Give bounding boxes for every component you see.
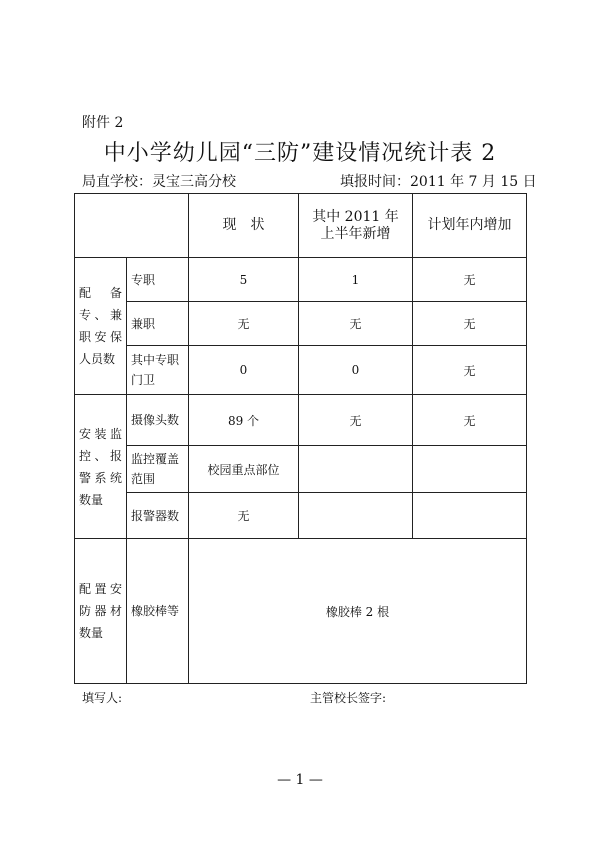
header-new-line2: 上半年新增 xyxy=(320,225,391,242)
row-label: 专职 xyxy=(127,258,189,302)
date-line: 填报时间：2011 年 7 月 15 日 xyxy=(340,174,537,190)
row-label: 报警器数 xyxy=(127,493,189,539)
header-new xyxy=(299,194,413,258)
table-row xyxy=(75,302,527,346)
plan-cell: 无 xyxy=(413,258,527,302)
new-cell: 1 xyxy=(299,258,413,302)
new-cell: 0 xyxy=(299,346,413,395)
header-status: 现 状 xyxy=(189,194,299,258)
table-header-row xyxy=(75,194,527,258)
status-cell: 校园重点部位 xyxy=(189,446,299,493)
status-cell: 89 个 xyxy=(189,395,299,446)
row-label: 其中专职门卫 xyxy=(127,346,189,395)
category-equipment: 配置安防器材数量 xyxy=(75,539,127,684)
table-row xyxy=(75,346,527,395)
row-label: 兼职 xyxy=(127,302,189,346)
new-cell: 无 xyxy=(299,395,413,446)
table-row xyxy=(75,395,527,446)
plan-cell xyxy=(413,493,527,539)
page-number: — 1 — xyxy=(277,772,323,788)
school-line: 局直学校：灵宝三高分校 xyxy=(82,174,236,190)
header-blank-cell xyxy=(75,194,189,258)
header-new-line1: 其中 2011 年 xyxy=(312,208,399,225)
table-row xyxy=(75,258,527,302)
filler-signature-label: 填写人: xyxy=(82,691,123,705)
plan-cell: 无 xyxy=(413,395,527,446)
status-cell: 0 xyxy=(189,346,299,395)
status-cell: 无 xyxy=(189,493,299,539)
new-cell xyxy=(299,493,413,539)
new-cell: 无 xyxy=(299,302,413,346)
category-security-staff: 配备专、兼职安保人员数 xyxy=(75,258,127,395)
table-row xyxy=(75,539,527,684)
attachment-label: 附件 2 xyxy=(82,115,124,131)
equipment-value-cell: 橡胶棒 2 根 xyxy=(189,539,527,684)
category-monitoring: 安装监控、报警系统数量 xyxy=(75,395,127,539)
new-cell xyxy=(299,446,413,493)
document-title: 中小学幼儿园“三防”建设情况统计表 2 xyxy=(103,141,497,166)
row-label: 摄像头数 xyxy=(127,395,189,446)
row-label: 监控覆盖范围 xyxy=(127,446,189,493)
plan-cell xyxy=(413,446,527,493)
plan-cell: 无 xyxy=(413,346,527,395)
plan-cell: 无 xyxy=(413,302,527,346)
table-row xyxy=(75,446,527,493)
header-plan: 计划年内增加 xyxy=(413,194,527,258)
status-cell: 无 xyxy=(189,302,299,346)
statistics-table xyxy=(74,193,527,684)
principal-signature-label: 主管校长签字: xyxy=(310,691,387,705)
table-row xyxy=(75,493,527,539)
row-label: 橡胶棒等 xyxy=(127,539,189,684)
status-cell: 5 xyxy=(189,258,299,302)
